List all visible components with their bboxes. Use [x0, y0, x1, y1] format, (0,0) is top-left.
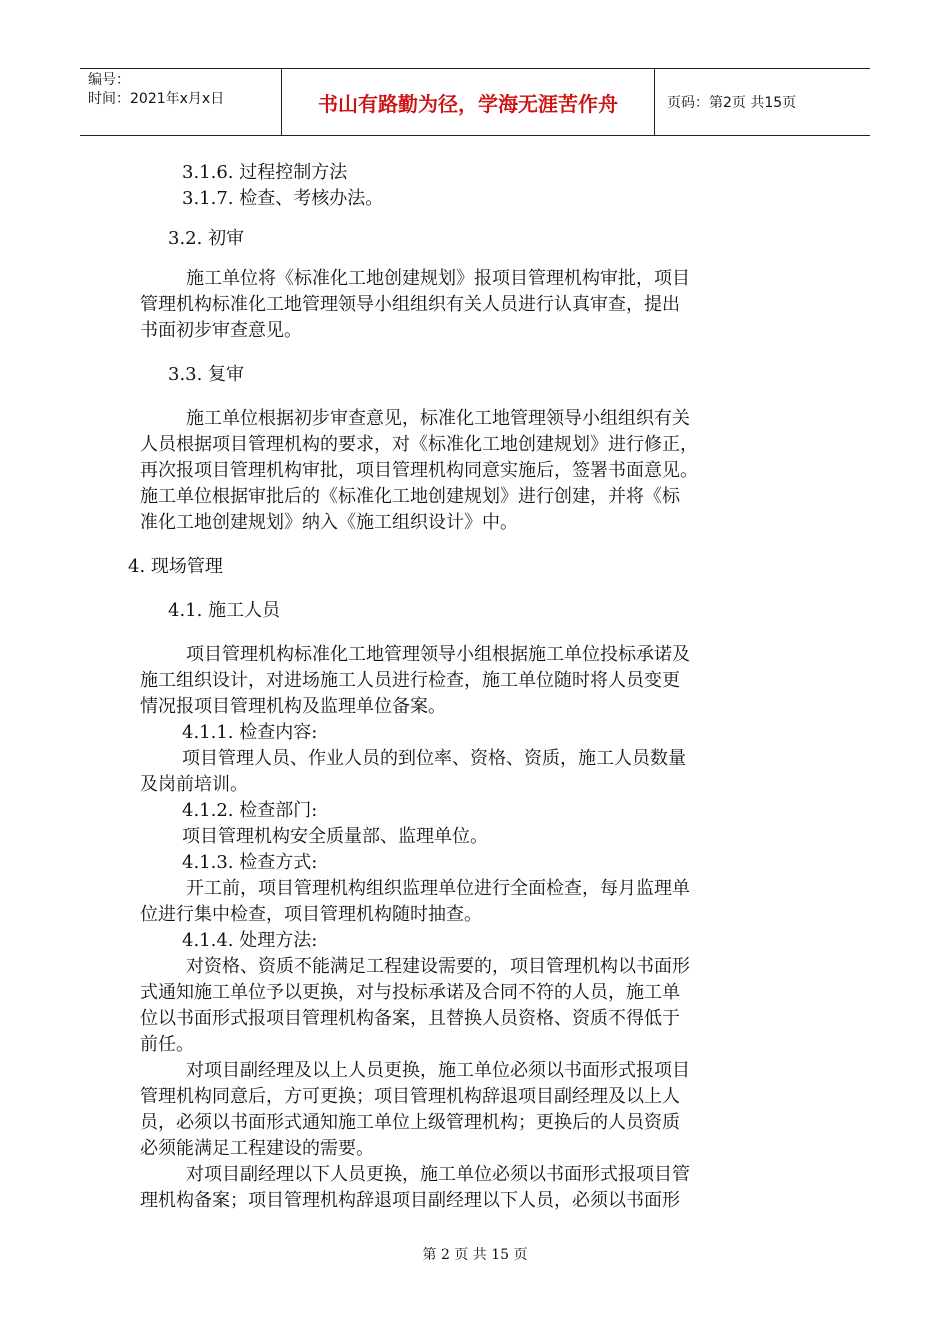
paragraph-line: 项目管理机构安全质量部、监理单位。 [182, 826, 488, 847]
paragraph-line: 人员根据项目管理机构的要求，对《标准化工地创建规划》进行修正， [140, 434, 698, 455]
paragraph-line: 对项目副经理及以上人员更换，施工单位必须以书面形式报项目 [186, 1060, 690, 1081]
header-meta [80, 69, 282, 135]
paragraph-line: 位以书面形式报项目管理机构备案，且替换人员资格、资质不得低于 [140, 1008, 680, 1029]
chapter-heading: 4. 现场管理 [128, 556, 223, 577]
header-motto: 书山有路勤为径，学海无涯苦作舟 [282, 69, 655, 135]
paragraph-line: 及岗前培训。 [140, 774, 248, 795]
document-date-label: 时间：2021年x月x日 [88, 91, 225, 107]
subsection-heading: 4.1.1. 检查内容: [182, 722, 318, 743]
paragraph-line: 理机构备案；项目管理机构辞退项目副经理以下人员，必须以书面形 [140, 1190, 680, 1211]
page-footer: 第 2 页 共 15 页 [422, 1247, 528, 1263]
paragraph-line: 施工单位根据审批后的《标准化工地创建规划》进行创建，并将《标 [140, 486, 680, 507]
document-number-label: 编号： [88, 72, 130, 88]
paragraph-line: 位进行集中检查，项目管理机构随时抽查。 [140, 904, 482, 925]
paragraph-line: 对资格、资质不能满足工程建设需要的，项目管理机构以书面形 [186, 956, 690, 977]
paragraph-line: 必须能满足工程建设的需要。 [140, 1138, 374, 1159]
paragraph-line: 对项目副经理以下人员更换，施工单位必须以书面形式报项目管 [186, 1164, 690, 1185]
document-body [128, 160, 816, 1214]
subsection-heading: 4.1.2. 检查部门: [182, 800, 318, 821]
section-heading: 3.2. 初审 [168, 228, 245, 249]
paragraph-line: 管理机构标准化工地管理领导小组组织有关人员进行认真审查，提出 [140, 294, 680, 315]
paragraph-line: 情况报项目管理机构及监理单位备案。 [140, 696, 446, 717]
paragraph-line: 再次报项目管理机构审批，项目管理机构同意实施后，签署书面意见。 [140, 460, 698, 481]
page-header [80, 68, 870, 136]
section-heading: 4.1. 施工人员 [168, 600, 281, 621]
paragraph-line: 准化工地创建规划》纳入《施工组织设计》中。 [140, 512, 518, 533]
paragraph-line: 式通知施工单位予以更换，对与投标承诺及合同不符的人员，施工单 [140, 982, 680, 1003]
paragraph-line: 项目管理机构标准化工地管理领导小组根据施工单位投标承诺及 [186, 644, 690, 665]
subsection-heading: 3.1.6. 过程控制方法 [182, 162, 348, 183]
header-page-info: 页码：第2页 共15页 [667, 95, 797, 111]
paragraph-line: 项目管理人员、作业人员的到位率、资格、资质，施工人员数量 [182, 748, 686, 769]
paragraph-line: 书面初步审查意见。 [140, 320, 302, 341]
paragraph-line: 管理机构同意后，方可更换；项目管理机构辞退项目副经理及以上人 [140, 1086, 680, 1107]
paragraph-line: 施工单位根据初步审查意见，标准化工地管理领导小组组织有关 [186, 408, 690, 429]
subsection-heading: 3.1.7. 检查、考核办法。 [182, 188, 384, 209]
paragraph-line: 施工组织设计，对进场施工人员进行检查，施工单位随时将人员变更 [140, 670, 680, 691]
paragraph-line: 施工单位将《标准化工地创建规划》报项目管理机构审批，项目 [186, 268, 690, 289]
paragraph-line: 员，必须以书面形式通知施工单位上级管理机构；更换后的人员资质 [140, 1112, 680, 1133]
paragraph-line: 开工前，项目管理机构组织监理单位进行全面检查，每月监理单 [186, 878, 690, 899]
subsection-heading: 4.1.4. 处理方法: [182, 930, 318, 951]
section-heading: 3.3. 复审 [168, 364, 245, 385]
subsection-heading: 4.1.3. 检查方式: [182, 852, 318, 873]
paragraph-line: 前任。 [140, 1034, 194, 1055]
